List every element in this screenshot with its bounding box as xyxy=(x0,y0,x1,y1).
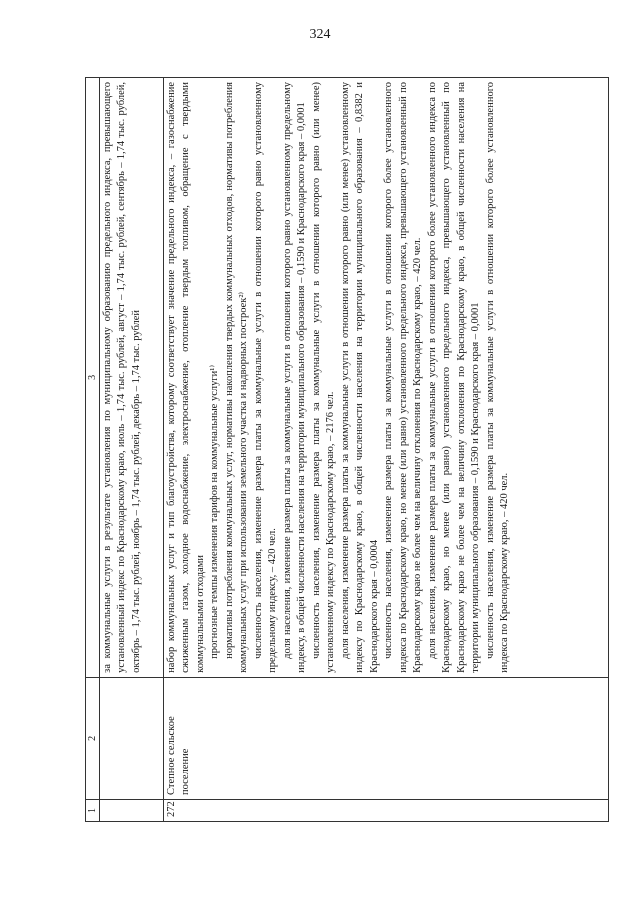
table-row xyxy=(164,78,609,822)
header-cell-2: 2 xyxy=(86,677,100,799)
page-number: 324 xyxy=(309,27,331,42)
header-cell-3: 3 xyxy=(86,78,100,678)
detail-paragraph: доля населения, изменение размера платы за коммунальные услуги в отношении которого равно установленному предельному индексу, в общей численности населения на территории муниципального образования – 0,1590 и Краснодарского края – 0,0001 xyxy=(281,82,308,673)
continuation-cell xyxy=(100,78,164,678)
table-header-row xyxy=(86,78,100,822)
detail-paragraph: нормативы потребления коммунальных услуг, нормативы накопления твердых коммунальных отходов, нормативы потребления коммунальных услуг при использовании земельного участка и надворных построек²⁾ xyxy=(223,82,250,673)
settlement-name: Степное сельское поселение xyxy=(164,677,609,799)
detail-paragraph: доля населения, изменение размера платы за коммунальные услуги в отношении которого более установленного индекса по Краснодарскому краю, но менее (или равно) установленного предельного индекса, превышающего установленный по Краснодарскому краю не более чем на величину отклонения по Краснодарскому краю, в общей численности населения на территории муниципального образования – 0,1590 и Краснодарского края – 0,0001 xyxy=(426,82,482,673)
detail-paragraph: набор коммунальных услуг и тип благоустройства, которому соответствует значение предельного индекса, – газоснабжение сжиженным газом, холодное водоснабжение, электроснабжение, отопление твердым топливом, обращение с твердыми коммунальными отходами xyxy=(166,82,206,673)
continuation-row xyxy=(100,78,164,822)
detail-paragraph: численность населения, изменение размера платы за коммунальные услуги в отношении которого равно установленному предельному индексу, – 420 чел. xyxy=(252,82,279,673)
row-number: 272 xyxy=(164,799,609,821)
detail-paragraph: доля населения, изменение размера платы за коммунальные услуги в отношении которого равно (или менее) установленному индексу по Краснодарскому краю, в общей численности населения на территории муниципального образования – 0,8382 и Краснодарского края – 0,0004 xyxy=(339,82,380,673)
detail-paragraph: прогнозные темпы изменения тарифов на коммунальные услуги¹⁾ xyxy=(209,364,221,659)
header-cell-1: 1 xyxy=(86,799,100,821)
detail-paragraph: численность населения, изменение размера платы за коммунальные услуги в отношении которого более установленного индекса по Краснодарскому краю, – 420 чел. xyxy=(484,82,511,673)
rotated-table-container xyxy=(85,77,609,822)
row-details-cell xyxy=(164,78,609,678)
continuation-text: за коммунальные услуги в результате установления по муниципальному образованию предельного индекса, превышающего установленный индекс по Краснодарскому краю, июль – 1,74 тыс. рублей, август – 1,74 тыс. рублей, сентябрь – 1,74 тыс. рублей, октябрь – 1,74 тыс. рублей, ноябрь – 1,74 тыс. рублей, декабрь – 1,74 тыс. рублей xyxy=(102,82,142,673)
detail-paragraph: численность населения, изменение размера платы за коммунальные услуги в отношении которого более установленного индекса по Краснодарскому краю, но менее (или равно) установленного предельного индекса, превышающего установленный по Краснодарскому краю не более чем на величину отклонения по Краснодарскому краю, – 420 чел. xyxy=(383,82,424,673)
detail-paragraph: численность населения, изменение размера платы за коммунальные услуги в отношении которого равно (или менее) установленному индексу по Краснодарскому краю, – 2176 чел. xyxy=(310,82,337,673)
document-table xyxy=(85,77,609,822)
